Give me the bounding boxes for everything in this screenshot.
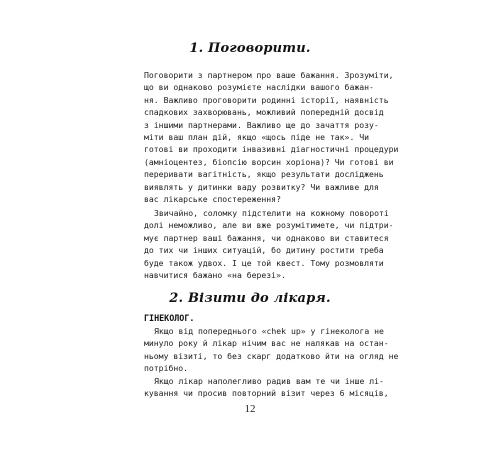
section-1-paragraph-1 — [144, 69, 399, 205]
text-line: готові ви проходити інвазивні діагностичні процедури — [144, 144, 399, 155]
text-line: Поговорити з партнером про ваше бажання. Зрозуміти, — [144, 70, 394, 80]
subheading-gynecologist: ГІНЕКОЛОГ. — [144, 313, 195, 323]
page-number: 12 — [244, 403, 256, 415]
section-1-paragraph-2 — [144, 207, 394, 281]
text-line: Якщо лікар наполегливо радив вам те чи інше лі- — [154, 376, 384, 386]
text-line: долі неможливо, але ви вже розумітимете, чи підтри- — [144, 220, 394, 231]
text-line: потрібно. — [144, 363, 189, 374]
text-line: минуло року й лікар нічим вас не налякав на остан- — [144, 338, 389, 349]
text-line: що ви однаково розумієте наслідки вашого бажан- — [144, 82, 374, 93]
text-line: буде також удвох. І це той квест. Тому розмовляти — [144, 257, 384, 268]
text-line: до тих чи інших ситуацій, бо дитину ростити треба — [144, 245, 384, 256]
text-line: Якщо від попереднього «chek up» у гінеколога не — [154, 326, 384, 336]
text-line: (амніоцентез, біопсію ворсин хоріона)? Чи готові ви — [144, 156, 394, 167]
text-line: спадкових захворювань, можливий попередній досвід — [144, 107, 384, 118]
text-line: Звичайно, соломку підстелити на кожному повороті — [154, 208, 389, 218]
text-line: виявлять у дитинки ваду розвитку? Чи важливе для — [144, 181, 379, 192]
section-2-paragraph-2 — [144, 375, 389, 403]
text-line: кування чи просив повторний візит через 6 місяців, — [144, 388, 389, 399]
section-2-paragraph-1 — [144, 325, 399, 375]
section-2-title: 2. Візити до лікаря. — [169, 291, 331, 306]
text-line: вас лікарське спостереження? — [144, 194, 281, 205]
section-1-title: 1. Поговорити. — [189, 41, 311, 56]
text-line: навчитися бажано «на березі». — [144, 270, 286, 281]
text-line: ньому візиті, то без скарг додатково йти на огляд не — [144, 350, 399, 361]
text-line: міти ваш план дій, якщо «щось піде не так». Чи — [144, 132, 370, 143]
text-line: мує партнер ваші бажання, чи однаково ви ставитеся — [144, 232, 389, 243]
text-line: ня. Важливо проговорити родинні історії, наявність — [144, 94, 389, 105]
text-line: переривати вагітність, якщо результати досліджень — [144, 169, 384, 180]
text-line: з іншими партнерами. Важливо ще до зачаття розу- — [144, 119, 379, 130]
